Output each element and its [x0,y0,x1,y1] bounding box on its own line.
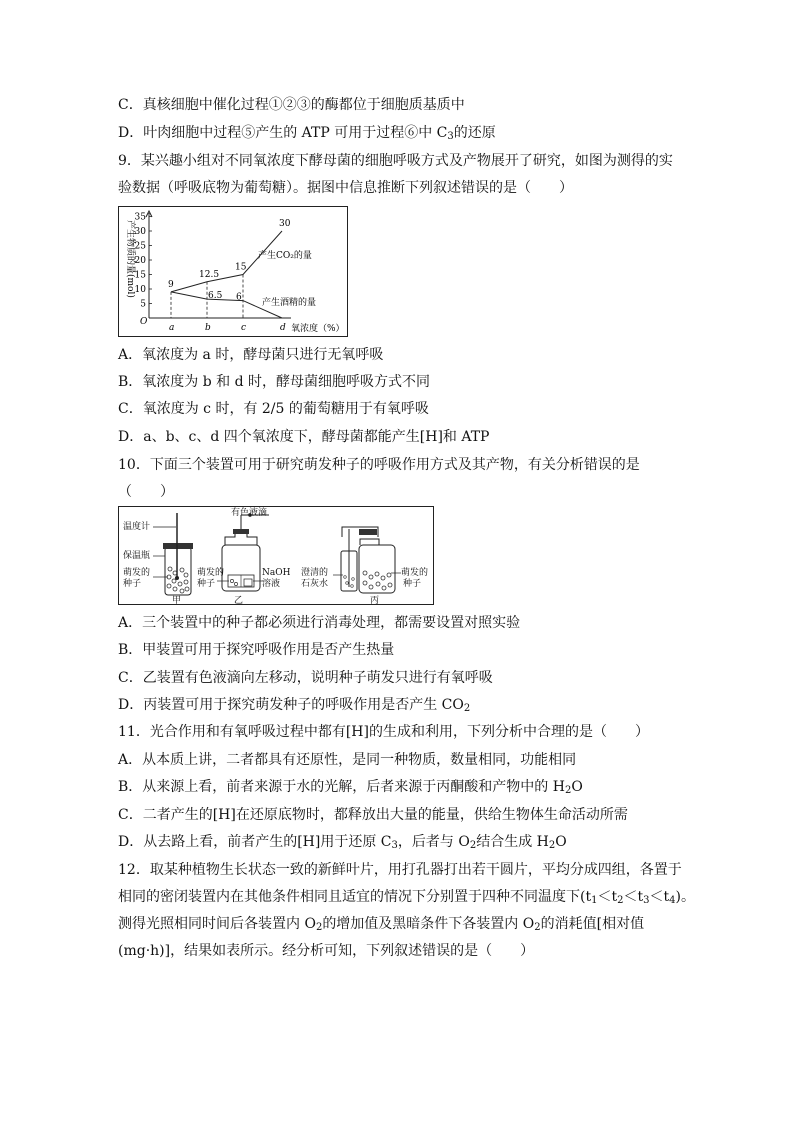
label-bing: 丙 [370,596,380,604]
co2-series-line [171,231,282,292]
option-11a: A．从本质上讲，二者都具有还原性，是同一种物质，数量相同，功能相同 [118,752,577,768]
option-11b: B．从来源上看，前者来源于水的光解，后者来源于丙酮酸和产物中的 $H_2O$ [118,779,583,796]
option-9d: D．a、b、c、d 四个氧浓度下，酵母菌都能产生[H]和 ATP [118,429,490,445]
alcohol-data-label: 6.5 [208,291,223,302]
y-tick-label: 15 [134,270,146,281]
co2-data-label: 9 [168,279,174,290]
question-10-stem-cont: （ ） [118,484,174,500]
limewater-label-1: 澄清的 [301,568,329,578]
option-10d: D．丙装置可用于探究萌发种子的呼吸作用是否产生 $CO_2$ [118,697,471,714]
option-8d: D．叶肉细胞中过程⑤产生的 ATP 可用于过程⑥中 $C_3$的还原 [118,125,496,142]
apparatus-bing [301,527,428,604]
y-tick-label: 5 [140,299,146,310]
question-9-stem-cont: 验数据（呼吸底物为葡萄糖）。据图中信息推断下列叙述错误的是（ ） [118,180,573,196]
y-tick-label: 35 [134,212,146,223]
question-12-stem-4: (mg·h)]，结果如表所示。经分析可知，下列叙述错误的是（ ） [118,943,535,959]
question-12-stem-2: 相同的密闭装置内在其他条件相同且适宜的情况下分别置于四种不同温度下$(t_1<t_2<t_3<t_4)$。 [118,889,695,906]
limewater-label-2: 石灰水 [301,579,329,589]
co2-data-label: 30 [279,219,291,229]
option-10b: B．甲装置可用于探究呼吸作用是否产生热量 [118,642,395,658]
x-tick-label: a [169,323,175,333]
option-11d: D．从去路上看，前者产生的[H]用于还原 $C_3$，后者与 $O_2$结合生成 $H_2O$ [118,834,567,851]
question-12-stem-1: 12．取某种植物生长状态一致的新鲜叶片，用打孔器打出若干圆片，平均分成四组，各置于 [118,862,682,878]
naoh-label-2: 溶液 [262,579,281,589]
seeds-bing-label-1: 萌发的 [401,568,429,578]
x-axis-label: 氧浓度（%） [291,324,345,334]
seeds-yi-label-1: 萌发的 [197,568,225,578]
seeds-bing-label-2: 种子 [403,579,422,589]
seeds-jia-label-2: 种子 [123,579,142,589]
droplet-label: 有色液滴 [231,508,268,518]
question-10-stem: 10．下面三个装置可用于研究萌发种子的呼吸作用方式及其产物，有关分析错误的是 [118,457,640,473]
apparatus-jia [123,513,193,604]
option-8c: C．真核细胞中催化过程①②③的酶都位于细胞质基质中 [118,97,465,113]
apparatus-yi [197,507,291,604]
x-tick-label: d [280,323,286,333]
y-axis-label: 产生物质的量(mol) [125,220,135,298]
y-tick-label: 10 [134,285,146,295]
co2-series-name: 产生CO₂的量 [258,251,312,261]
y-tick-label: 25 [134,241,146,252]
question-11-stem: 11．光合作用和有氧呼吸过程中都有[H]的生成和利用，下列分析中合理的是（ ） [118,724,649,740]
option-11c: C．二者产生的[H]在还原底物时，都释放出大量的能量，供给生物体生命活动所需 [118,807,628,823]
alcohol-data-label: 6 [236,292,242,303]
apparatus-svg [119,507,433,604]
label-yi: 乙 [234,596,244,604]
question-12-stem-3: 测得光照相同时间后各装置内 $O_2$的增加值及黑暗条件下各装置内 $O_2$的消耗值[相对值 [118,916,645,933]
naoh-label-1: NaOH [262,568,291,578]
thermometer-label: 温度计 [123,522,151,532]
y-tick-label: 30 [134,227,146,237]
alcohol-series-name: 产生酒精的量 [262,298,317,308]
option-10c: C．乙装置有色液滴向左移动，说明种子萌发只进行有氧呼吸 [118,670,493,686]
question-9-stem: 9．某兴趣小组对不同氧浓度下酵母菌的细胞呼吸方式及产物展开了研究，如图为测得的实 [118,153,673,169]
option-9c: C．氧浓度为 c 时，有 2/5 的葡萄糖用于有氧呼吸 [118,401,429,417]
chart-svg [119,207,347,336]
option-10a: A．三个装置中的种子都必须进行消毒处理，都需要设置对照实验 [118,615,521,631]
apparatus-figure [118,506,434,605]
option-9b: B．氧浓度为 b 和 d 时，酵母菌细胞呼吸方式不同 [118,374,431,390]
seeds-yi-label-2: 种子 [197,579,216,589]
x-tick-label: b [205,323,211,333]
option-9a: A．氧浓度为 a 时，酵母菌只进行无氧呼吸 [118,347,384,363]
origin-label: O [140,317,148,327]
co2-data-label: 15 [235,262,247,273]
co2-data-label: 12.5 [199,269,220,280]
label-jia: 甲 [172,596,182,604]
y-tick-label: 20 [134,256,146,266]
flask-label: 保温瓶 [123,551,151,561]
oxygen-respiration-chart [118,206,348,337]
x-tick-label: c [241,323,247,333]
seeds-jia-label-1: 萌发的 [123,568,151,578]
